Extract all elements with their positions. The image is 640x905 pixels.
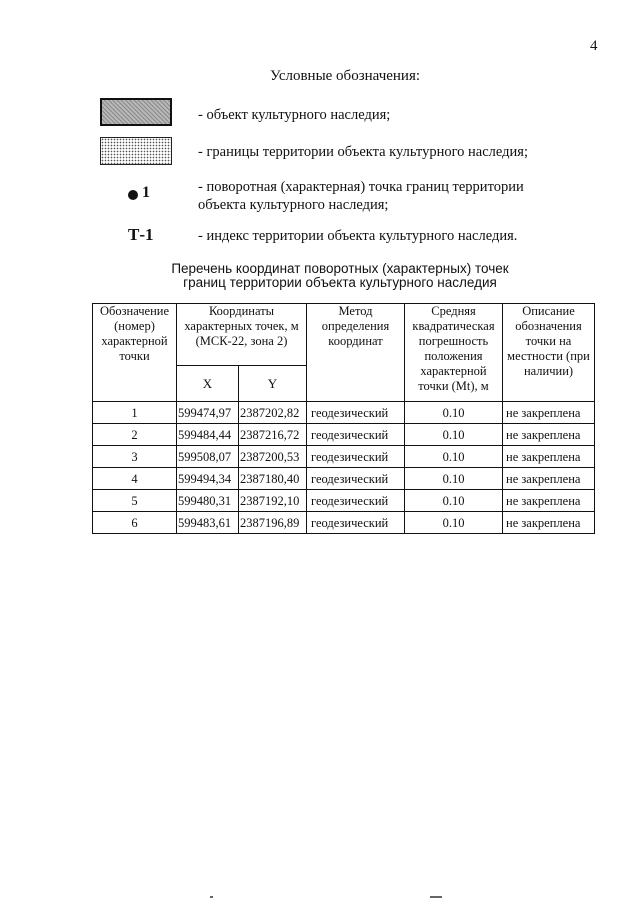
scan-artifact-marks — [210, 896, 440, 899]
cell-x: 599483,61 — [177, 512, 239, 534]
header-method: Метод определения координат — [307, 304, 405, 402]
table-row — [93, 468, 595, 490]
cell-error: 0.10 — [405, 402, 503, 424]
legend-item-text — [198, 178, 524, 214]
cell-method: геодезический — [307, 424, 405, 446]
coordinates-table — [92, 303, 595, 534]
point-number-label: 1 — [142, 184, 150, 201]
cell-error: 0.10 — [405, 512, 503, 534]
legend-item-text: - индекс территории объекта культурного наследия. — [198, 228, 518, 244]
cell-y: 2387216,72 — [239, 424, 307, 446]
cell-point: 5 — [93, 490, 177, 512]
cell-method: геодезический — [307, 446, 405, 468]
legend-item-text: - объект культурного наследия; — [198, 107, 391, 123]
dotted-box-symbol — [100, 137, 172, 165]
legend-item-territory-index — [100, 225, 580, 265]
header-y: Y — [239, 366, 307, 402]
legend-item-territory-boundary — [100, 137, 580, 177]
cell-description: не закреплена — [503, 468, 595, 490]
table-title — [120, 262, 560, 290]
cell-method: геодезический — [307, 402, 405, 424]
header-error: Средняя квадратическая погрешность положения характерной точки (Mt), м — [405, 304, 503, 402]
cell-point: 3 — [93, 446, 177, 468]
cell-error: 0.10 — [405, 446, 503, 468]
table-title-line2: границ территории объекта культурного наследия — [183, 275, 497, 290]
cell-y: 2387180,40 — [239, 468, 307, 490]
hatched-box-symbol — [100, 98, 172, 126]
cell-description: не закреплена — [503, 490, 595, 512]
legend-item-heritage-object — [100, 98, 580, 138]
table-row — [93, 424, 595, 446]
cell-x: 599480,31 — [177, 490, 239, 512]
turning-point-symbol — [128, 184, 150, 202]
cell-description: не закреплена — [503, 402, 595, 424]
territory-index-symbol: Т-1 — [128, 225, 154, 244]
cell-point: 4 — [93, 468, 177, 490]
cell-point: 1 — [93, 402, 177, 424]
legend-title: Условные обозначения: — [270, 68, 421, 84]
header-x: X — [177, 366, 239, 402]
cell-point: 6 — [93, 512, 177, 534]
cell-y: 2387192,10 — [239, 490, 307, 512]
point-dot-icon — [128, 190, 138, 200]
legend-item-text: - границы территории объекта культурного наследия; — [198, 144, 528, 160]
cell-method: геодезический — [307, 512, 405, 534]
page-number: 4 — [590, 38, 598, 54]
header-coords: Координаты характерных точек, м (МСК-22, зона 2) — [177, 304, 307, 366]
cell-x: 599484,44 — [177, 424, 239, 446]
cell-point: 2 — [93, 424, 177, 446]
cell-error: 0.10 — [405, 424, 503, 446]
cell-y: 2387196,89 — [239, 512, 307, 534]
header-description: Описание обозначения точки на местности (при наличии) — [503, 304, 595, 402]
header-point: Обозначение (номер) характерной точки — [93, 304, 177, 402]
cell-y: 2387202,82 — [239, 402, 307, 424]
legend-item-turning-point — [100, 178, 580, 218]
cell-x: 599494,34 — [177, 468, 239, 490]
cell-description: не закреплена — [503, 512, 595, 534]
cell-error: 0.10 — [405, 490, 503, 512]
cell-description: не закреплена — [503, 446, 595, 468]
cell-method: геодезический — [307, 490, 405, 512]
cell-y: 2387200,53 — [239, 446, 307, 468]
table-row — [93, 490, 595, 512]
table-title-line1: Перечень координат поворотных (характерных) точек — [171, 261, 509, 276]
cell-x: 599474,97 — [177, 402, 239, 424]
legend-item-text-line1: - поворотная (характерная) точка границ территории — [198, 179, 524, 195]
cell-description: не закреплена — [503, 424, 595, 446]
table-row — [93, 512, 595, 534]
table-row — [93, 446, 595, 468]
cell-x: 599508,07 — [177, 446, 239, 468]
legend-item-text-line2: объекта культурного наследия; — [198, 197, 389, 213]
cell-method: геодезический — [307, 468, 405, 490]
cell-error: 0.10 — [405, 468, 503, 490]
table-row — [93, 402, 595, 424]
